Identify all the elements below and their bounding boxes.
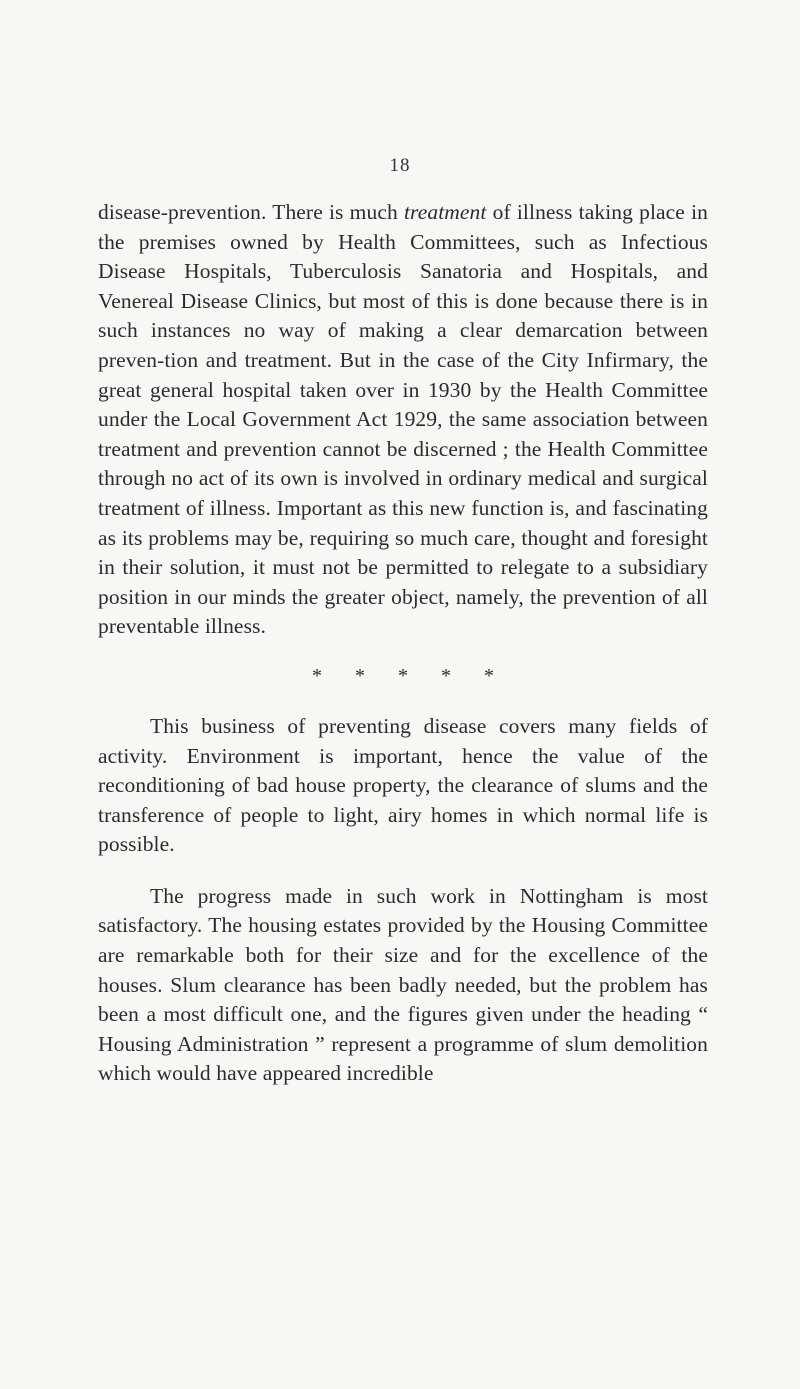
paragraph-spacer: [98, 860, 708, 882]
page-number: 18: [389, 155, 411, 176]
paragraph-1-emphasis: treatment: [403, 200, 487, 224]
paragraph-3: The progress made in such work in Nottingham is most satisfactory. The housing estates provided by the Housing Committee are remarkable both for their size and for the excellence of the houses. Slum clearance has been badly needed, but the problem has been a most difficult one, and the figures given under the heading “ Housing Administration ” represent a programme of slum demolition which would have appeared incredible: [98, 883, 708, 1086]
paragraph-2: This business of preventing disease covers many fields of activity. Environment is important, hence the value of the reconditioning of bad house property, the clearance of slums and the transference of people to light, airy homes in which normal life is possible.: [98, 713, 708, 857]
paragraph-1-before: disease-prevention. There is much: [98, 200, 404, 224]
body-text: [98, 198, 708, 1089]
section-separator: * * * * *: [312, 664, 508, 687]
paragraph-1: [98, 198, 708, 642]
paragraph-1-after: of illness taking place in the premises owned by Health Committees, such as Infectious Disease Hospitals, Tuberculosis Sanatoria and Hospitals, and Venereal Disease Clinics, but most of this is done because there is in such instances no way of making a clear demarcation between preven-tion and treatment. But in the case of the City Infirmary, the great general hospital taken over in 1930 by the Health Committee under the Local Government Act 1929, the same association between treatment and prevention cannot be discerned ; the Health Committee through no act of its own is involved in ordinary medical and surgical treatment of illness. Important as this new function is, and fascinating as its problems may be, requiring so much care, thought and foresight in their solution, it must not be permitted to relegate to a subsidiary position in our minds the greater object, namely, the prevention of all preventable illness.: [98, 200, 709, 639]
